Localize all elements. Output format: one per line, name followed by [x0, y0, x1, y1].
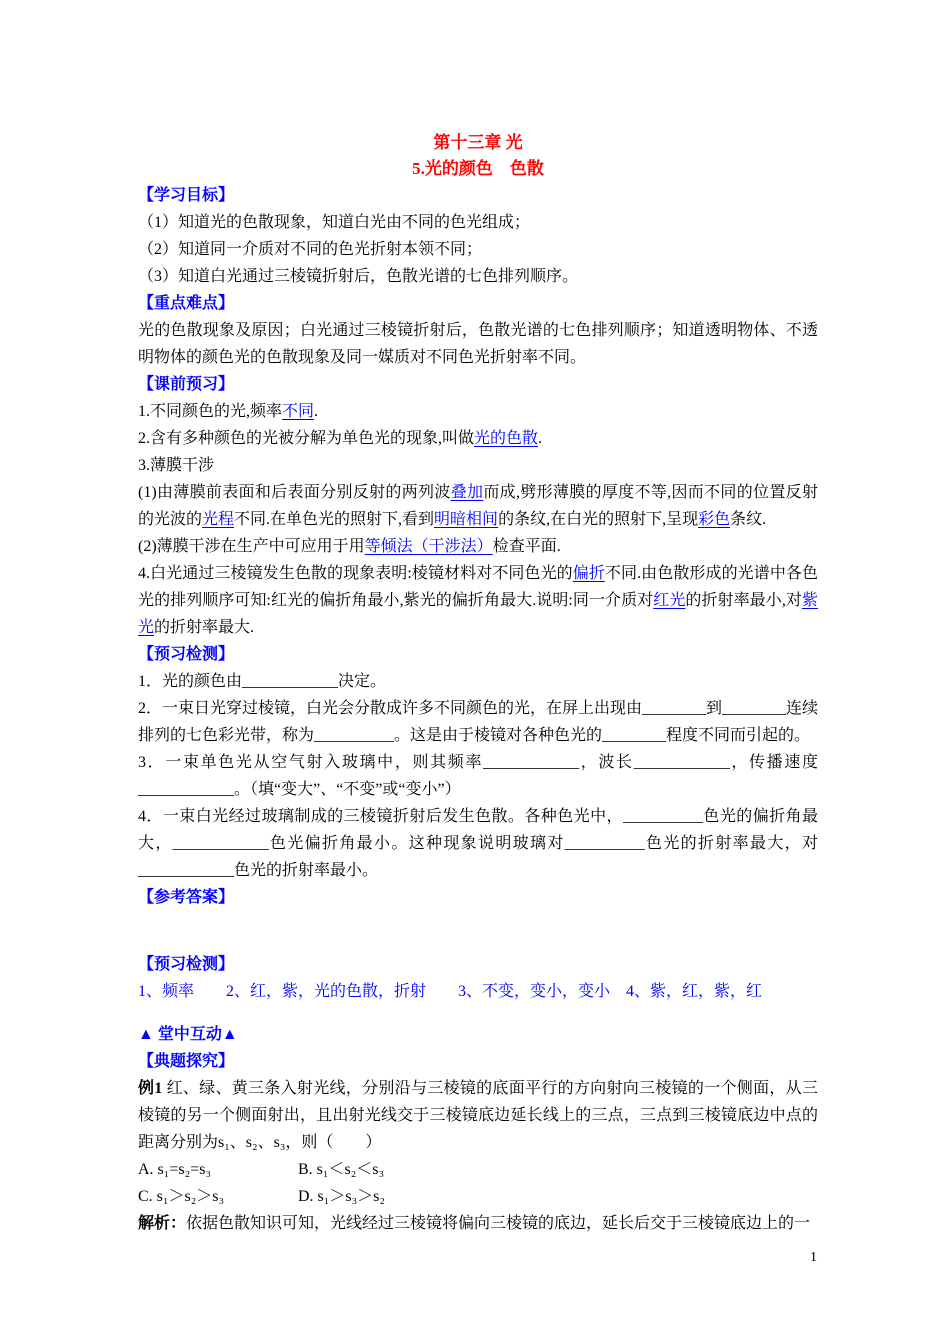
document-body — [138, 182, 818, 1237]
text-segment: 依据色散知识可知，光线经过三棱镜将偏向三棱镜的底边，延长后交于三棱镜底边上的一 — [186, 1215, 811, 1232]
paragraph — [138, 317, 818, 371]
answer-text: 叠加 — [450, 484, 484, 501]
blank-line — [138, 911, 818, 951]
text-segment: 【学习目标】 — [138, 187, 235, 204]
section-heading — [138, 182, 818, 209]
text-segment: (2)薄膜干涉在生产中可应用于用 — [138, 538, 365, 555]
text-segment: 4．一束白光经过玻璃制成的三棱镜折射后发生色散。各种色光中，__________色光的偏折角最大，____________色光偏折角最小。这种现象说明玻璃对__________色光的折射率最大，对____________色光的折射率最小。 — [138, 808, 818, 879]
paragraph — [138, 1075, 818, 1156]
section-heading — [138, 371, 818, 398]
text-segment: 光的色散现象及原因；白光通过三棱镜折射后，色散光谱的七色排列顺序；知道透明物体、不透明物体的颜色光的色散现象及同一媒质对不同色光折射率不同。 — [138, 322, 818, 366]
text-segment: （1）知道光的色散现象，知道白光由不同的色光组成； — [138, 214, 531, 231]
text-segment: D. s₁＞s₃＞s₂ — [298, 1188, 385, 1205]
text-segment: (1)由薄膜前表面和后表面分别反射的两列波 — [138, 484, 451, 501]
paragraph — [138, 263, 818, 290]
text-segment: 例1 — [138, 1080, 163, 1097]
paragraph — [138, 452, 818, 479]
choice-row — [138, 1156, 818, 1183]
text-segment: 1．光的颜色由____________决定。 — [138, 673, 387, 690]
paragraph — [138, 1210, 818, 1237]
answer-text: 光的色散 — [474, 430, 539, 447]
answer-text: 光程 — [202, 511, 235, 528]
chapter-title: 第十三章 光 — [433, 133, 523, 152]
text-segment: 1、频率 2、红，紫，光的色散，折射 3、不变，变小，变小 4、紫，红，紫，红 — [138, 983, 763, 1000]
choice-row — [138, 1183, 818, 1210]
answer-text: 明暗相间 — [434, 511, 499, 528]
paragraph — [138, 425, 818, 452]
page-number: 1 — [810, 1250, 817, 1265]
document-content — [138, 130, 818, 1237]
text-segment: . — [538, 430, 543, 447]
paragraph — [138, 209, 818, 236]
paragraph — [138, 749, 818, 803]
paragraph — [138, 668, 818, 695]
section-heading — [138, 951, 818, 978]
paragraph — [138, 479, 818, 533]
text-segment: （2）知道同一介质对不同的色光折射本领不同； — [138, 241, 483, 258]
paragraph — [138, 398, 818, 425]
section-banner — [138, 1021, 818, 1048]
text-segment: 3．一束单色光从空气射入玻璃中，则其频率____________，波长____________，传播速度____________。（填“变大”、“不变”或“变小”） — [138, 754, 818, 798]
text-segment: 3.薄膜干涉 — [138, 457, 215, 474]
section-heading — [138, 1048, 818, 1075]
text-segment: （3）知道白光通过三棱镜折射后，色散光谱的七色排列顺序。 — [138, 268, 579, 285]
paragraph — [138, 560, 818, 641]
section-heading — [138, 641, 818, 668]
answer-text: 紫光 — [138, 592, 818, 636]
text-segment: 条纹. — [730, 511, 767, 528]
blank-line — [138, 1005, 818, 1021]
answer-line — [138, 978, 818, 1005]
text-segment: C. s₁＞s₂＞s₃ — [138, 1188, 225, 1205]
text-segment: 4.白光通过三棱镜发生色散的现象表明:棱镜材料对不同色光的 — [138, 565, 573, 582]
answer-text: 不同 — [282, 403, 315, 420]
paragraph — [138, 803, 818, 884]
text-segment: B. s₁＜s₂＜s₃ — [298, 1161, 385, 1178]
text-segment: 检查平面. — [492, 538, 561, 555]
text-segment: 【参考答案】 — [138, 889, 235, 906]
text-segment: 红、绿、黄三条入射光线，分别沿与三棱镜的底面平行的方向射向三棱镜的一个侧面，从三棱镜的另一个侧面射出，且出射光线交于三棱镜底边延长线上的三点，三点到三棱镜底边中点的距离分别为s₁、s₂、s₃，则（ ） — [138, 1080, 818, 1151]
text-segment: 【预习检测】 — [138, 956, 235, 973]
paragraph — [138, 533, 818, 560]
text-segment: 不同.由色散形成的光谱中各色光的排列顺序可知:红光的偏折角最小,紫光的偏折角最大.说明:同一介质对 — [138, 565, 818, 609]
answer-text: 等倾法（干涉法） — [364, 538, 493, 555]
text-segment: 【典题探究】 — [138, 1053, 235, 1070]
text-segment: 的条纹,在白光的照射下,呈现 — [498, 511, 699, 528]
text-segment: 不同.在单色光的照射下,看到 — [234, 511, 435, 528]
text-segment: 解析： — [138, 1215, 187, 1232]
text-segment: 的折射率最小,对 — [685, 592, 802, 609]
text-segment: 【课前预习】 — [138, 376, 235, 393]
text-segment: 2.含有多种颜色的光被分解为单色光的现象,叫做 — [138, 430, 475, 447]
text-segment: 而成,劈形薄膜的厚度不等,因而不同的位置反射的光波的 — [138, 484, 818, 528]
text-segment: 【重点难点】 — [138, 295, 235, 312]
text-segment: 【预习检测】 — [138, 646, 235, 663]
text-segment: 2．一束日光穿过棱镜，白光会分散成许多不同颜色的光，在屏上出现由________到________连续排列的七色彩光带，称为__________。这是由于棱镜对各种色光的________程度不同而引起的。 — [138, 700, 819, 744]
text-segment: ▲ 堂中互动▲ — [138, 1026, 238, 1043]
text-segment: A. s₁=s₂=s₃ — [138, 1161, 212, 1178]
section-heading — [138, 290, 818, 317]
text-segment: . — [314, 403, 319, 420]
paragraph — [138, 695, 818, 749]
answer-text: 彩色 — [698, 511, 731, 528]
paragraph — [138, 236, 818, 263]
answer-text: 红光 — [653, 592, 686, 609]
answer-text: 偏折 — [572, 565, 605, 582]
lesson-title: 5.光的颜色 色散 — [412, 159, 544, 178]
section-heading — [138, 884, 818, 911]
text-segment: 1.不同颜色的光,频率 — [138, 403, 283, 420]
text-segment: 的折射率最大. — [154, 619, 255, 636]
